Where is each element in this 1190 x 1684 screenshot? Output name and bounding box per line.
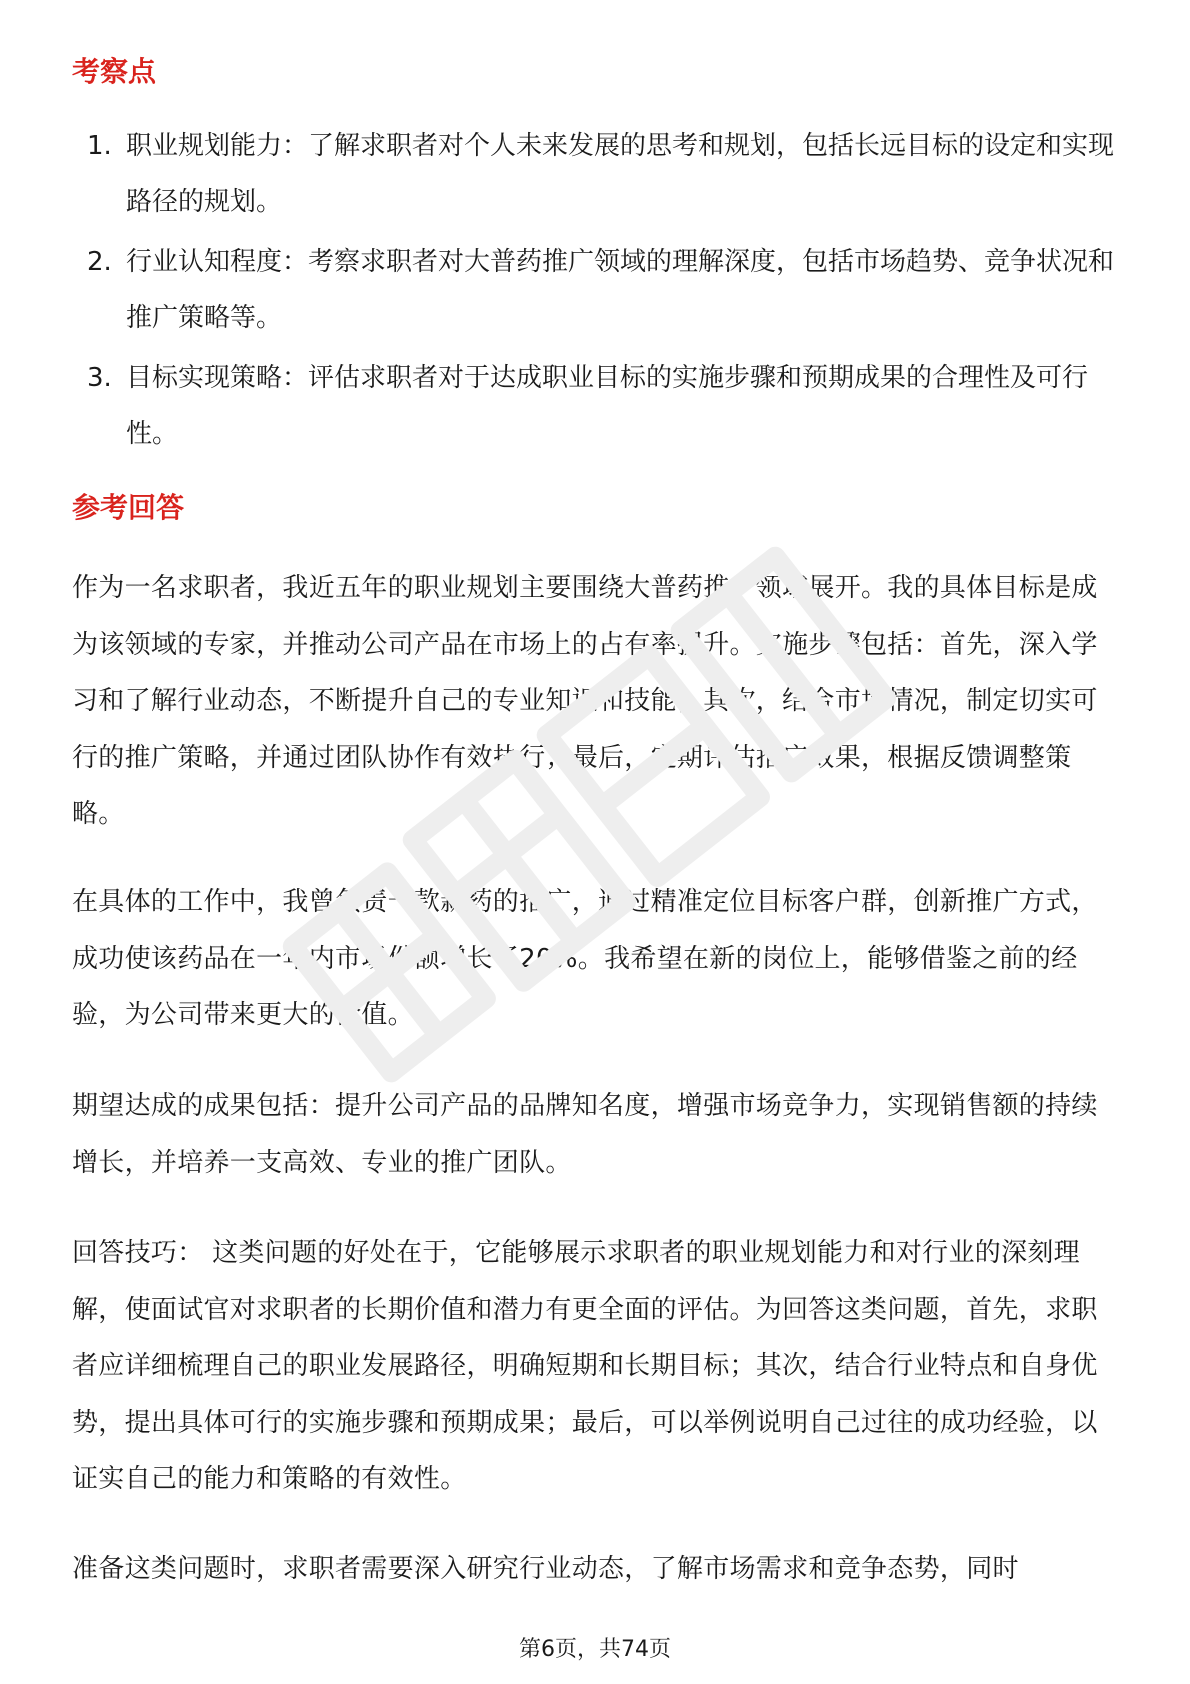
list-item	[72, 234, 1122, 346]
list-item-text: 行业认知程度：考察求职者对大普药推广领域的理解深度，包括市场趋势、竞争状况和推广策略等。	[126, 247, 1115, 333]
focus-points-list	[72, 118, 1122, 466]
answer-paragraph: 在具体的工作中，我曾负责一款新药的推广，通过精准定位目标客户群，创新推广方式，成功使该药品在一年内市场份额增长了20%。我希望在新的岗位上，能够借鉴之前的经验，为公司带来更大的价值。	[72, 887, 1098, 1030]
list-item	[72, 118, 1122, 230]
page-footer: 第6页，共74页	[519, 1637, 671, 1662]
list-item-text: 职业规划能力：了解求职者对个人未来发展的思考和规划，包括长远目标的设定和实现路径的规划。	[126, 131, 1115, 217]
preparation-paragraph: 准备这类问题时，求职者需要深入研究行业动态，了解市场需求和竞争态势，同时	[72, 1554, 1019, 1584]
list-item	[72, 350, 1122, 462]
list-number: 3.	[87, 363, 112, 393]
list-item-text: 目标实现策略：评估求职者对于达成职业目标的实施步骤和预期成果的合理性及可行性。	[126, 363, 1089, 449]
section-title-answer: 参考回答	[72, 491, 185, 524]
list-number: 2.	[87, 247, 112, 277]
tips-paragraph: 回答技巧： 这类问题的好处在于，它能够展示求职者的职业规划能力和对行业的深刻理解，使面试官对求职者的长期价值和潜力有更全面的评估。为回答这类问题，首先，求职者应详细梳理自己的职业发展路径，明确短期和长期目标；其次，结合行业特点和自身优势，提出具体可行的实施步骤和预期成果；最后，可以举例说明自己过往的成功经验，以证实自己的能力和策略的有效性。	[72, 1238, 1098, 1494]
answer-paragraph: 期望达成的成果包括：提升公司产品的品牌知名度，增强市场竞争力，实现销售额的持续增长，并培养一支高效、专业的推广团队。	[72, 1091, 1098, 1178]
section-title-focus: 考察点	[72, 55, 157, 88]
answer-paragraph: 作为一名求职者，我近五年的职业规划主要围绕大普药推广领域展开。我的具体目标是成为该领域的专家，并推动公司产品在市场上的占有率提升。实施步骤包括：首先，深入学习和了解行业动态，不断提升自己的专业知识和技能；其次，结合市场情况，制定切实可行的推广策略，并通过团队协作有效执行；最后，定期评估推广效果，根据反馈调整策略。	[72, 573, 1098, 829]
list-number: 1.	[87, 131, 112, 161]
